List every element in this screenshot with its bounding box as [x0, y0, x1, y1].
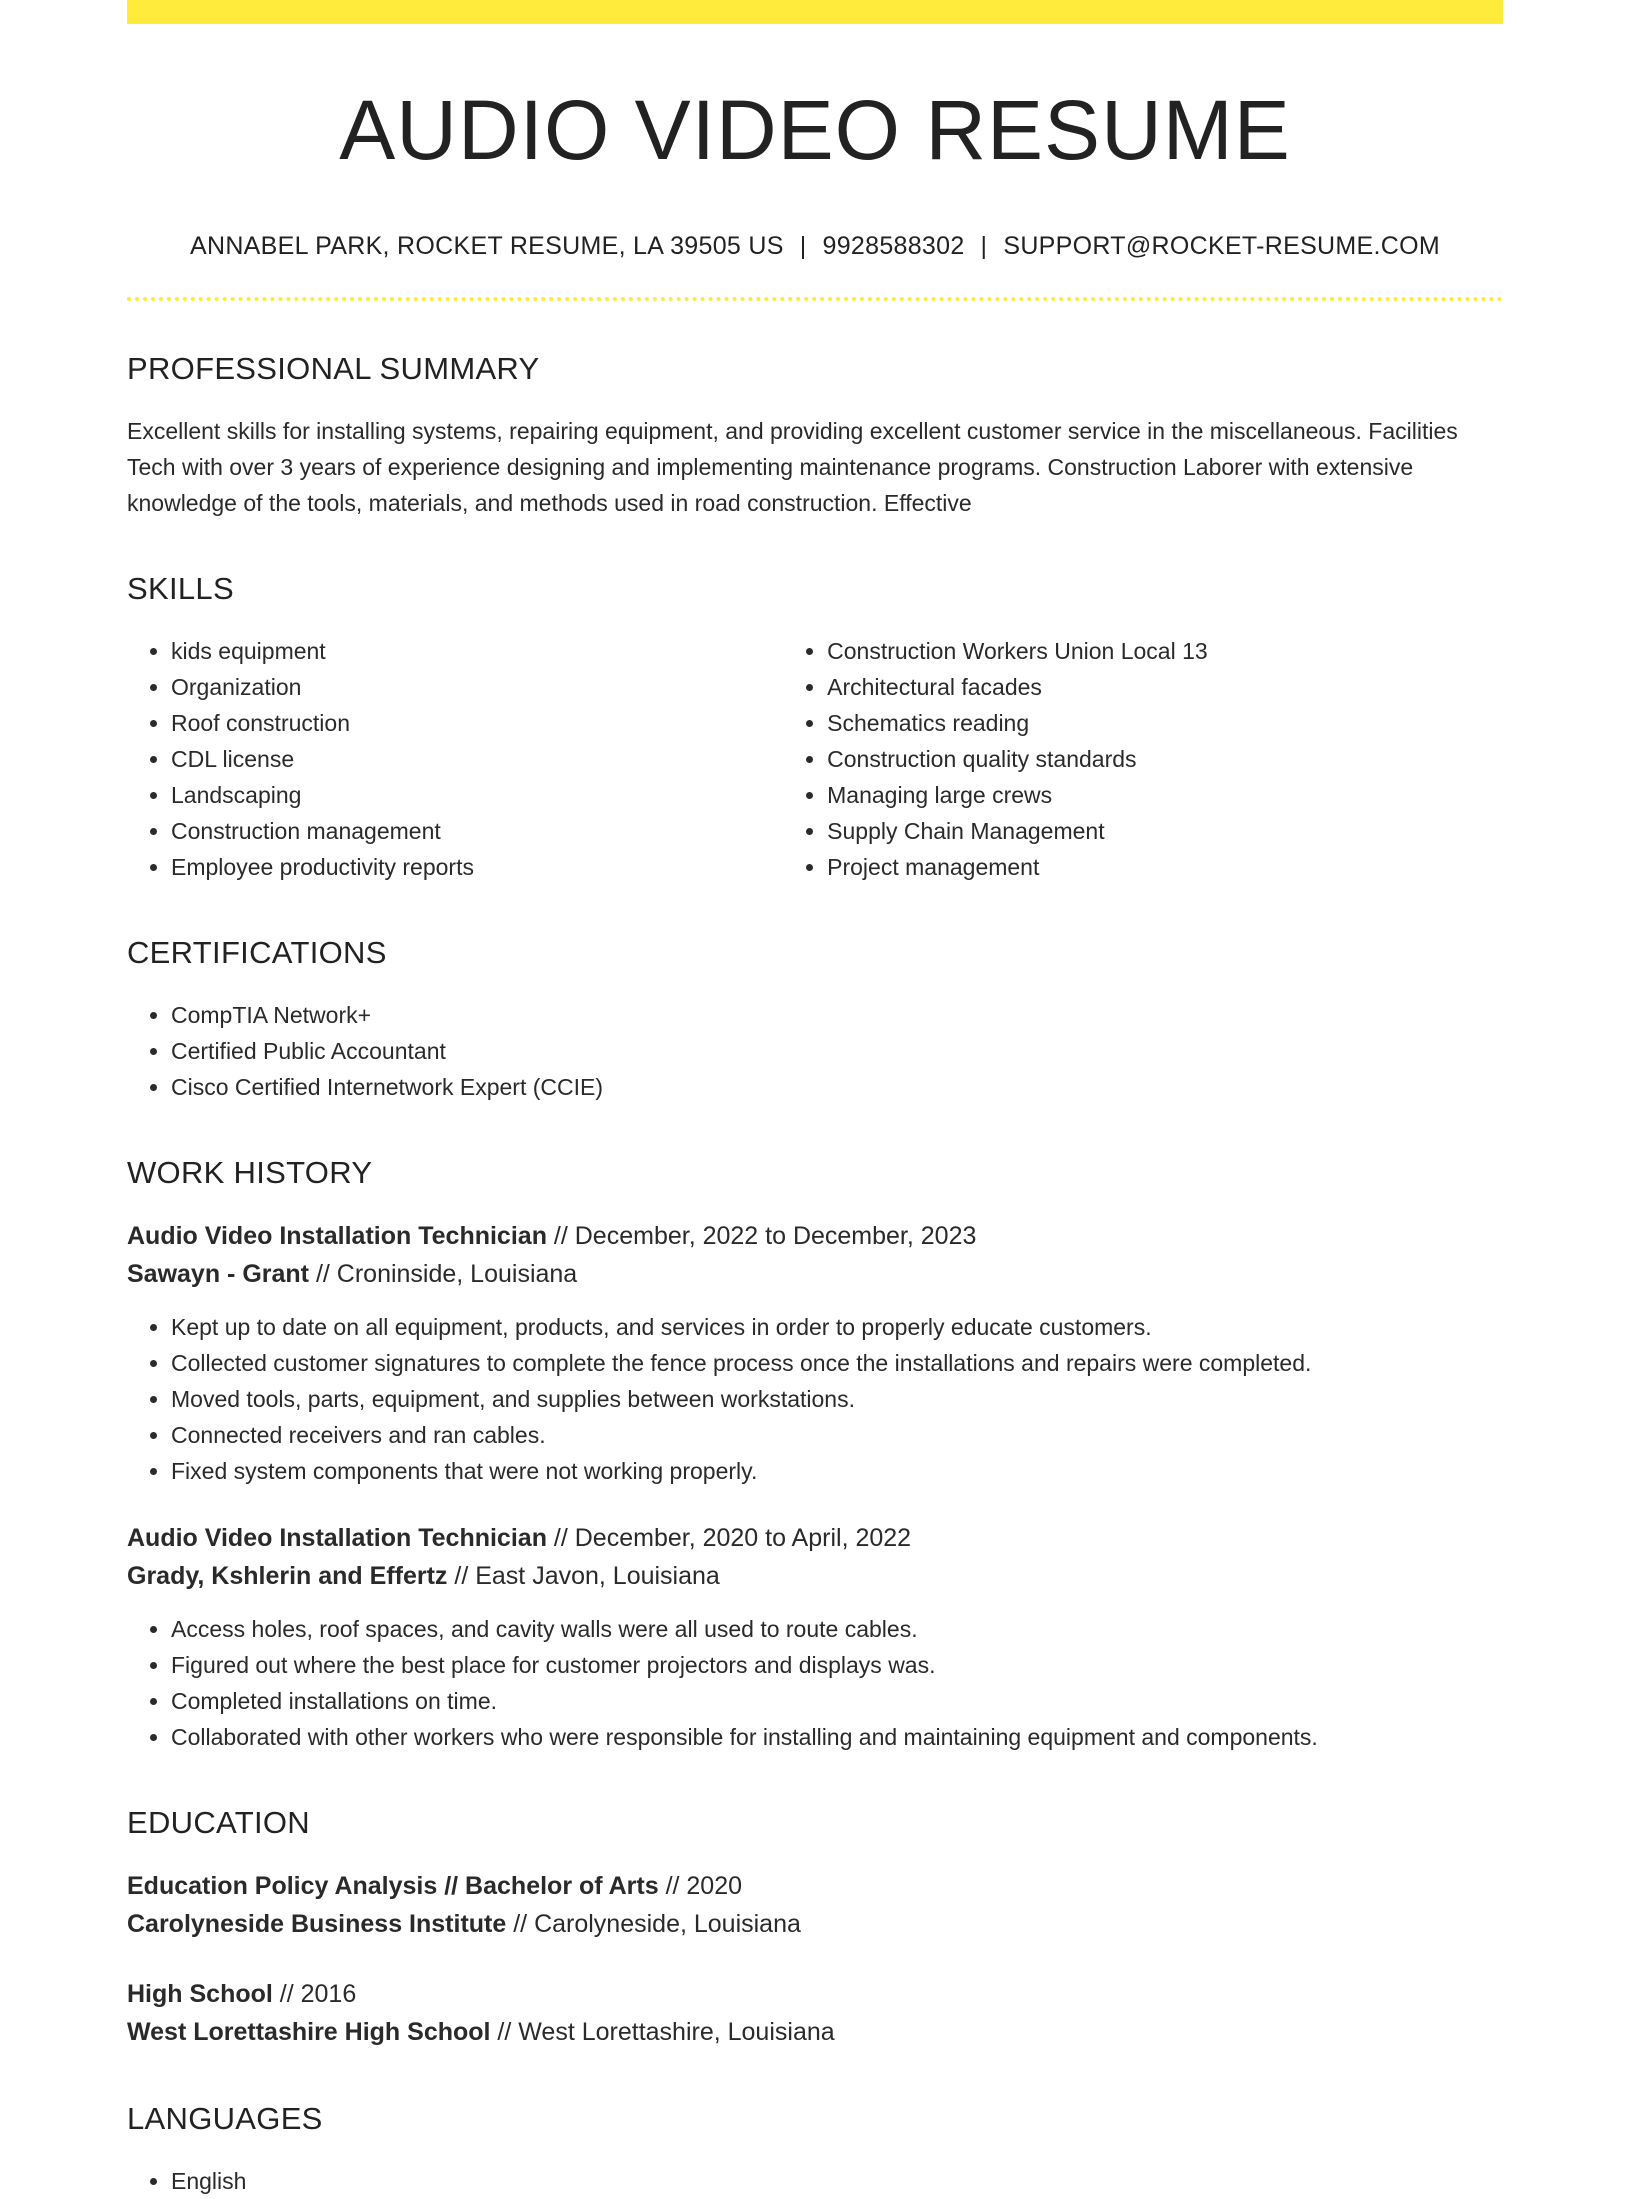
job-dates: // December, 2020 to April, 2022: [546, 1524, 912, 1553]
skills-list-left: [127, 633, 783, 885]
job-title-line: [127, 1217, 1503, 1255]
job-entry: [127, 1217, 1503, 1489]
education-entry: [127, 1975, 1503, 2051]
contact-separator: |: [980, 232, 988, 261]
skills-columns: [127, 633, 1503, 885]
education-location: // Carolyneside, Louisiana: [506, 1910, 801, 1939]
skill-item: • Organization: [171, 669, 783, 705]
job-bullet: • Figured out where the best place for customer projectors and displays was.: [171, 1647, 1503, 1683]
job-bullets: [127, 1611, 1503, 1755]
skill-item: • Construction Workers Union Local 13: [827, 633, 1503, 669]
job-bullet: • Access holes, roof spaces, and cavity walls were all used to route cables.: [171, 1611, 1503, 1647]
job-title: Audio Video Installation Technician: [127, 1524, 547, 1553]
dotted-divider: [127, 297, 1503, 301]
job-entry: [127, 1519, 1503, 1755]
certification-item: • CompTIA Network+: [171, 997, 1503, 1033]
certification-item: • Cisco Certified Internetwork Expert (CCIE): [171, 1069, 1503, 1105]
education-school-line: [127, 1905, 1503, 1943]
skill-item: • Managing large crews: [827, 777, 1503, 813]
summary-text: Excellent skills for installing systems, repairing equipment, and providing excellent customer service in the miscellaneous. Facilities Tech with over 3 years of experience designing and implementing maintenance programs. Construction Laborer with extensive knowledge of the tools, materials, and methods used in road construction. Effective: [127, 418, 1458, 517]
contact-email: SUPPORT@ROCKET-RESUME.COM: [1003, 232, 1440, 261]
skill-item: • Construction management: [171, 813, 783, 849]
skill-item: • CDL license: [171, 741, 783, 777]
work-history-heading: WORK HISTORY: [127, 1155, 373, 1191]
job-bullet: • Fixed system components that were not working properly.: [171, 1453, 1503, 1489]
summary-heading: PROFESSIONAL SUMMARY: [127, 351, 540, 387]
education-year: // 2016: [272, 1980, 357, 2009]
skill-item: • Landscaping: [171, 777, 783, 813]
certifications-list: [127, 997, 1503, 1105]
education-location: // West Lorettashire, Louisiana: [490, 2018, 835, 2047]
job-bullet: • Completed installations on time.: [171, 1683, 1503, 1719]
job-dates: // December, 2022 to December, 2023: [546, 1222, 977, 1251]
education-section: [127, 1805, 1503, 2051]
skill-item: • Supply Chain Management: [827, 813, 1503, 849]
skill-item: • kids equipment: [171, 633, 783, 669]
skills-heading: SKILLS: [127, 571, 234, 607]
certification-item: • Certified Public Accountant: [171, 1033, 1503, 1069]
education-school: Carolyneside Business Institute: [127, 1910, 507, 1939]
job-location: // East Javon, Louisiana: [447, 1562, 720, 1591]
education-degree-line: [127, 1867, 1503, 1905]
skill-item: • Roof construction: [171, 705, 783, 741]
languages-section: [127, 2101, 1503, 2199]
languages-list: [127, 2163, 1503, 2199]
contact-address: ANNABEL PARK, ROCKET RESUME, LA 39505 US: [190, 232, 784, 261]
education-heading: EDUCATION: [127, 1805, 310, 1841]
job-bullets: [127, 1309, 1503, 1489]
job-company-line: [127, 1557, 1503, 1595]
job-bullet: • Connected receivers and ran cables.: [171, 1417, 1503, 1453]
language-item: • English: [171, 2163, 1503, 2199]
skill-item: • Employee productivity reports: [171, 849, 783, 885]
education-year: // 2020: [658, 1872, 743, 1901]
education-degree: Education Policy Analysis // Bachelor of Arts: [127, 1872, 659, 1901]
resume-title: AUDIO VIDEO RESUME: [339, 83, 1291, 177]
education-school: West Lorettashire High School: [127, 2018, 491, 2047]
resume-page: [127, 0, 1503, 2199]
job-title: Audio Video Installation Technician: [127, 1222, 547, 1251]
job-company: Grady, Kshlerin and Effertz: [127, 1562, 448, 1591]
job-title-line: [127, 1519, 1503, 1557]
skills-list-right: [783, 633, 1503, 885]
education-degree: High School: [127, 1980, 273, 2009]
skill-item: • Schematics reading: [827, 705, 1503, 741]
summary-section: [127, 351, 1503, 521]
job-bullet: • Moved tools, parts, equipment, and supplies between workstations.: [171, 1381, 1503, 1417]
contact-line: [127, 232, 1503, 261]
certifications-heading: CERTIFICATIONS: [127, 935, 387, 971]
skill-item: • Project management: [827, 849, 1503, 885]
contact-separator: |: [799, 232, 807, 261]
job-bullet: • Collected customer signatures to complete the fence process once the installations and repairs were completed.: [171, 1345, 1503, 1381]
skill-item: • Construction quality standards: [827, 741, 1503, 777]
job-company: Sawayn - Grant: [127, 1260, 309, 1289]
contact-phone: 9928588302: [822, 232, 965, 261]
job-location: // Croninside, Louisiana: [309, 1260, 578, 1289]
education-entry: [127, 1867, 1503, 1943]
job-company-line: [127, 1255, 1503, 1293]
job-bullet: • Kept up to date on all equipment, products, and services in order to properly educate customers.: [171, 1309, 1503, 1345]
skill-item: • Architectural facades: [827, 669, 1503, 705]
job-bullet: • Collaborated with other workers who were responsible for installing and maintaining equipment and components.: [171, 1719, 1503, 1755]
certifications-section: [127, 935, 1503, 1105]
top-accent-bar: [127, 0, 1503, 24]
skills-section: [127, 571, 1503, 885]
education-degree-line: [127, 1975, 1503, 2013]
work-history-section: [127, 1155, 1503, 1755]
languages-heading: LANGUAGES: [127, 2101, 323, 2137]
education-school-line: [127, 2013, 1503, 2051]
